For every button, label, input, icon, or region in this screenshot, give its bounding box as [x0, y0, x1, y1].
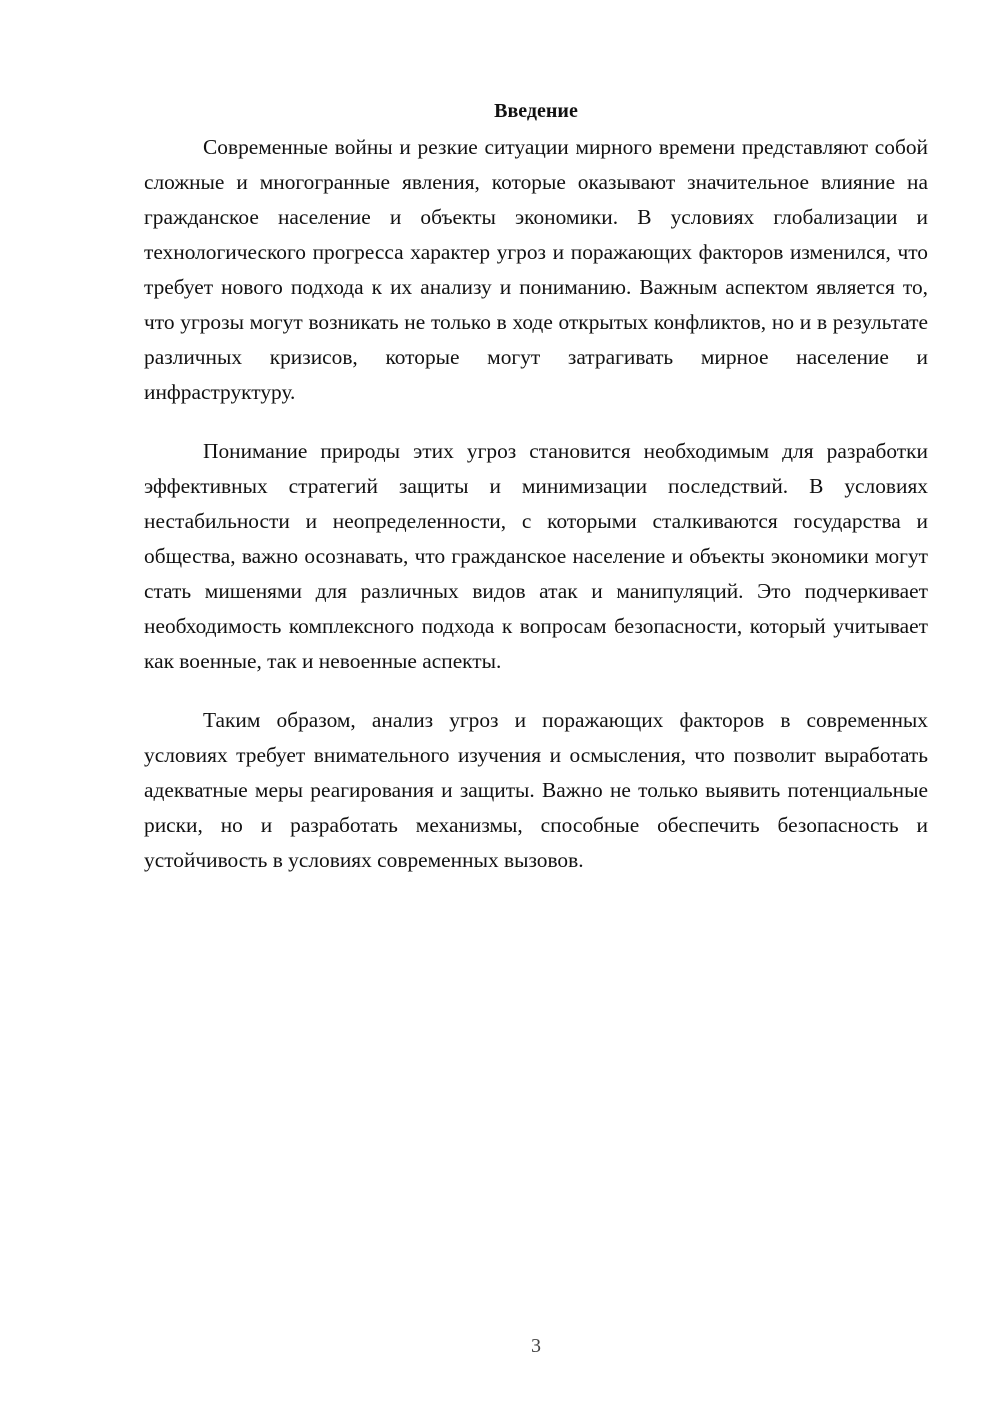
paragraph-2: Понимание природы этих угроз становится необходимым для разработки эффективных стратегий защиты и минимизации последствий. В условиях нестабильности и неопределенности, с которыми сталкиваются государства и общества, важно осознавать, что гражданское население и объекты экономики могут стать мишенями для различных видов атак и манипуляций. Это подчеркивает необходимость комплексного подхода к вопросам безопасности, который учитывает как военные, так и невоенные аспекты. — [144, 439, 928, 673]
section-heading: Введение — [494, 100, 578, 122]
page-body — [144, 96, 928, 902]
page-number: 3 — [531, 1335, 541, 1357]
paragraph-1: Современные войны и резкие ситуации мирного времени представляют собой сложные и многогранные явления, которые оказывают значительное влияние на гражданское население и объекты экономики. В условиях глобализации и технологического прогресса характер угроз и поражающих факторов изменился, что требует нового подхода к их анализу и пониманию. Важным аспектом является то, что угрозы могут возникать не только в ходе открытых конфликтов, но и в результате различных кризисов, которые могут затрагивать мирное население и инфраструктуру. — [144, 135, 928, 404]
paragraph-3: Таким образом, анализ угроз и поражающих факторов в современных условиях требует внимательного изучения и осмысления, что позволит выработать адекватные меры реагирования и защиты. Важно не только выявить потенциальные риски, но и разработать механизмы, способные обеспечить безопасность и устойчивость в условиях современных вызовов. — [144, 708, 928, 872]
